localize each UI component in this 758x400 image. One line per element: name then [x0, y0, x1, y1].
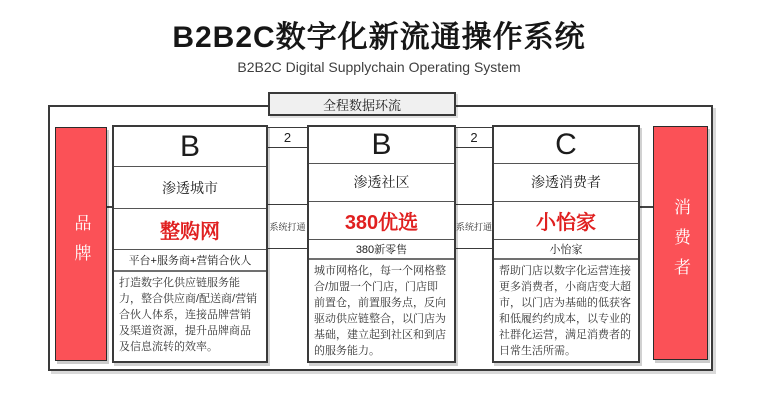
column-role: 渗透社区 — [309, 164, 454, 202]
connector-1 — [265, 127, 310, 249]
business-model: 380新零售 — [309, 240, 454, 260]
column-consumer-c — [492, 125, 640, 363]
brand-bar — [55, 127, 107, 361]
connector-number: 2 — [265, 127, 310, 148]
business-model: 小怡家 — [494, 240, 638, 260]
column-letter: B — [309, 127, 454, 164]
column-description: 打造数字化供应链服务能力，整合供应商/配送商/营销合伙人体系，连接品牌营销及渠道资源，提升品牌商品及信息流转的效率。 — [119, 277, 258, 353]
consumer-bar-label: 消费者 — [671, 198, 690, 288]
page-subtitle: B2B2C Digital Supplychain Operating System — [237, 59, 521, 75]
column-letter: B — [114, 127, 266, 167]
connector-corridor — [265, 148, 310, 204]
connector-corridor — [453, 148, 495, 204]
column-community-b — [307, 125, 456, 363]
consumer-bar — [653, 126, 708, 360]
connector-number: 2 — [453, 127, 495, 148]
page-title: B2B2C数字化新流通操作系统 — [172, 21, 586, 54]
column-role: 渗透城市 — [114, 167, 266, 209]
column-letter: C — [494, 127, 638, 164]
column-city-b — [112, 125, 268, 363]
connector-label: 系统打通 — [453, 204, 495, 249]
brand-name: 380优选 — [309, 202, 454, 240]
business-model: 平台+服务商+营销合伙人 — [114, 250, 266, 272]
brand-bar-label: 品牌 — [71, 214, 91, 274]
column-description: 城市网格化，每一个网格整合/加盟一个门店，门店即前置仓，前置服务点，反向驱动供应链整合，以门店为基础，建立起到社区和到店的服务能力。 — [314, 265, 446, 357]
connector-label: 系统打通 — [265, 204, 310, 249]
brand-name: 小怡家 — [494, 202, 638, 240]
column-description: 帮助门店以数字化运营连接更多消费者，小商店变大超市，以门店为基础的低获客和低履约约成本，以专业的社群化运营，满足消费者的日常生活所需。 — [499, 265, 631, 357]
connector-2 — [453, 127, 495, 249]
column-role: 渗透消费者 — [494, 164, 638, 202]
brand-name: 整购网 — [114, 209, 266, 250]
data-loop-box: 全程数据环流 — [268, 92, 456, 116]
